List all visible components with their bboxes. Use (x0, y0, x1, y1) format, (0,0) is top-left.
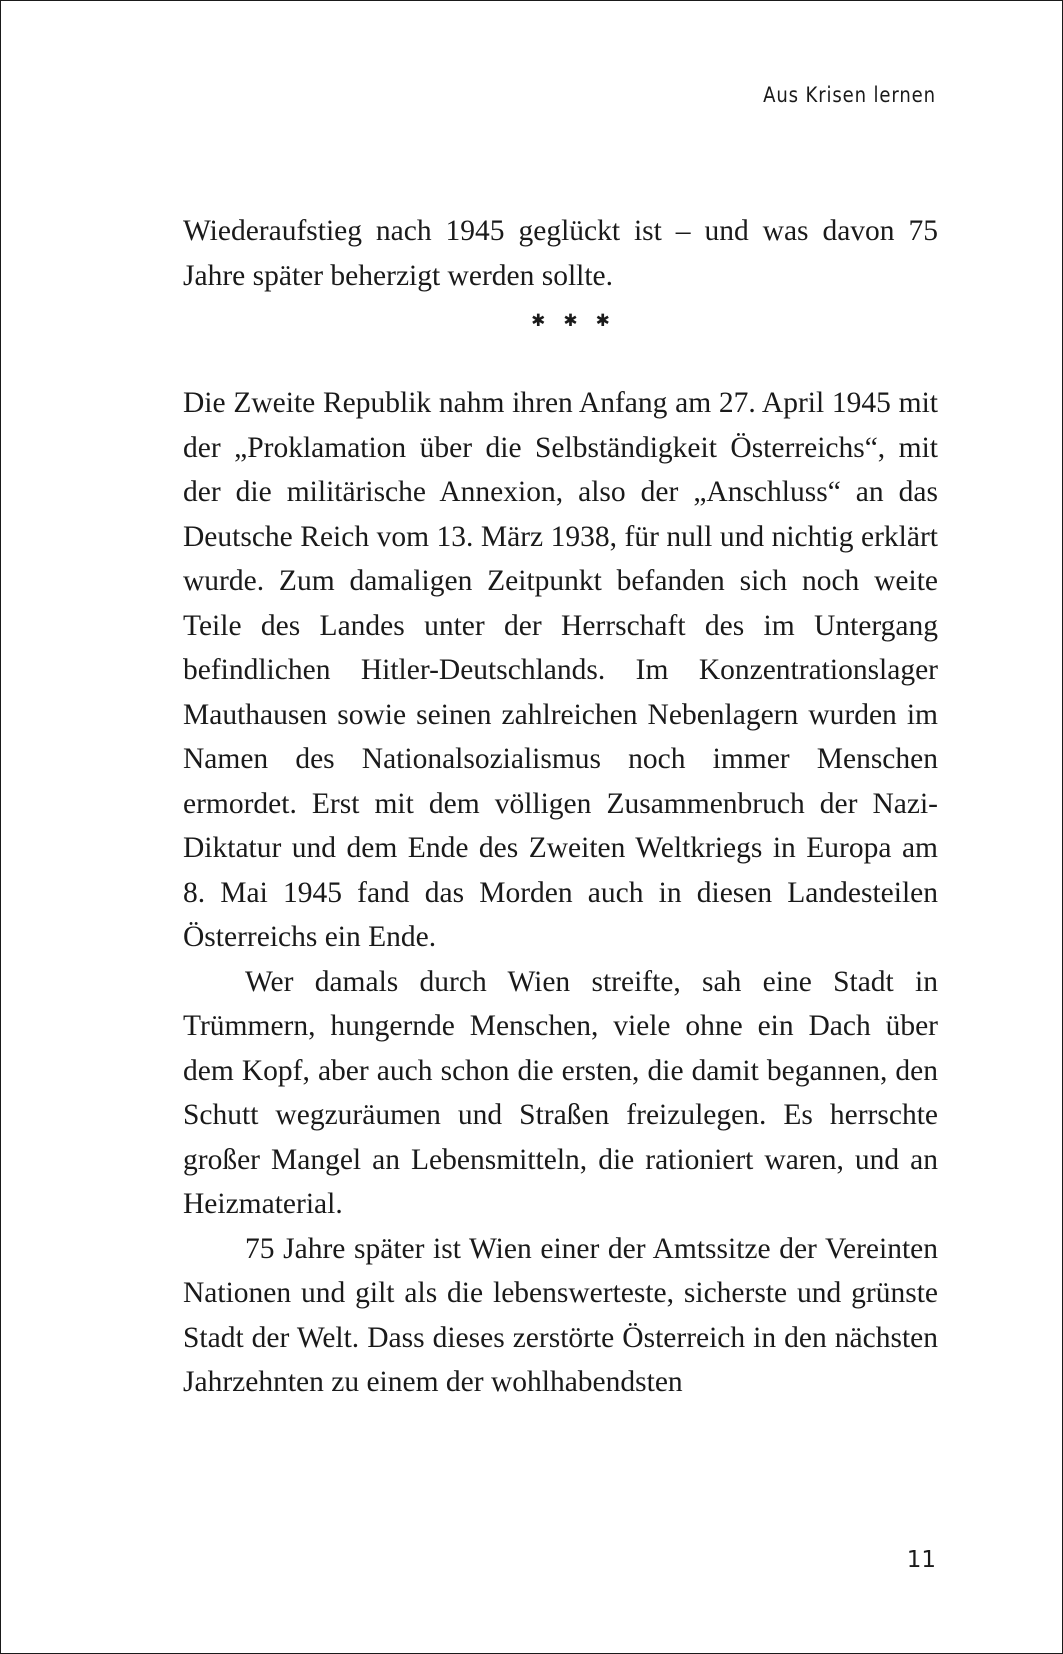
section-separator (183, 311, 938, 361)
asterisk-icon: ✱ (531, 311, 546, 331)
paragraph-1: Die Zweite Republik nahm ihren Anfang am 27. April 1945 mit der „Proklamation über die Selbständigkeit Österreichs“, mit der die militärische Annexion, also der „Anschluss“ an das Deutsche Reich vom 13. März 1938, für null und nichtig erklärt wurde. Zum damaligen Zeitpunkt befanden sich noch weite Teile des Landes unter der Herrschaft des im Untergang befindlichen Hitler-Deutschlands. Im Konzentrationslager Mauthausen sowie seinen zahlreichen Nebenlagern wurden im Namen des Nationalsozialismus noch immer Menschen ermordet. Erst mit dem völligen Zusammenbruch der Nazi-Diktatur und dem Ende des Zweiten Weltkriegs in Europa am 8. Mai 1945 fand das Morden auch in diesen Landesteilen Österreichs ein Ende. (183, 387, 938, 953)
paragraph-2: Wer damals durch Wien streifte, sah eine Stadt in Trümmern, hungernde Menschen, viele ohne ein Dach über dem Kopf, aber auch schon die ersten, die damit begannen, den Schutt wegzuräumen und Straßen freizulegen. Es herrschte großer Mangel an Lebensmitteln, die rationiert waren, und an Heizmaterial. (183, 965, 938, 1220)
running-head: Aus Krisen lernen (763, 83, 936, 107)
asterisk-icon: ✱ (563, 311, 578, 331)
page-number: 11 (906, 1547, 936, 1573)
asterisk-icon: ✱ (595, 311, 610, 331)
intro-paragraph: Wiederaufstieg nach 1945 geglückt ist – und was davon 75 Jahre später beherzigt werden sollte. (183, 215, 938, 292)
paragraph-3: 75 Jahre später ist Wien einer der Amtssitze der Vereinten Nationen und gilt als die lebenswerteste, sicherste und grünste Stadt der Welt. Dass dieses zerstörte Österreich in den nächsten Jahrzehnten zu einem der wohlhabendsten (183, 1232, 938, 1398)
body-text (183, 209, 938, 1405)
